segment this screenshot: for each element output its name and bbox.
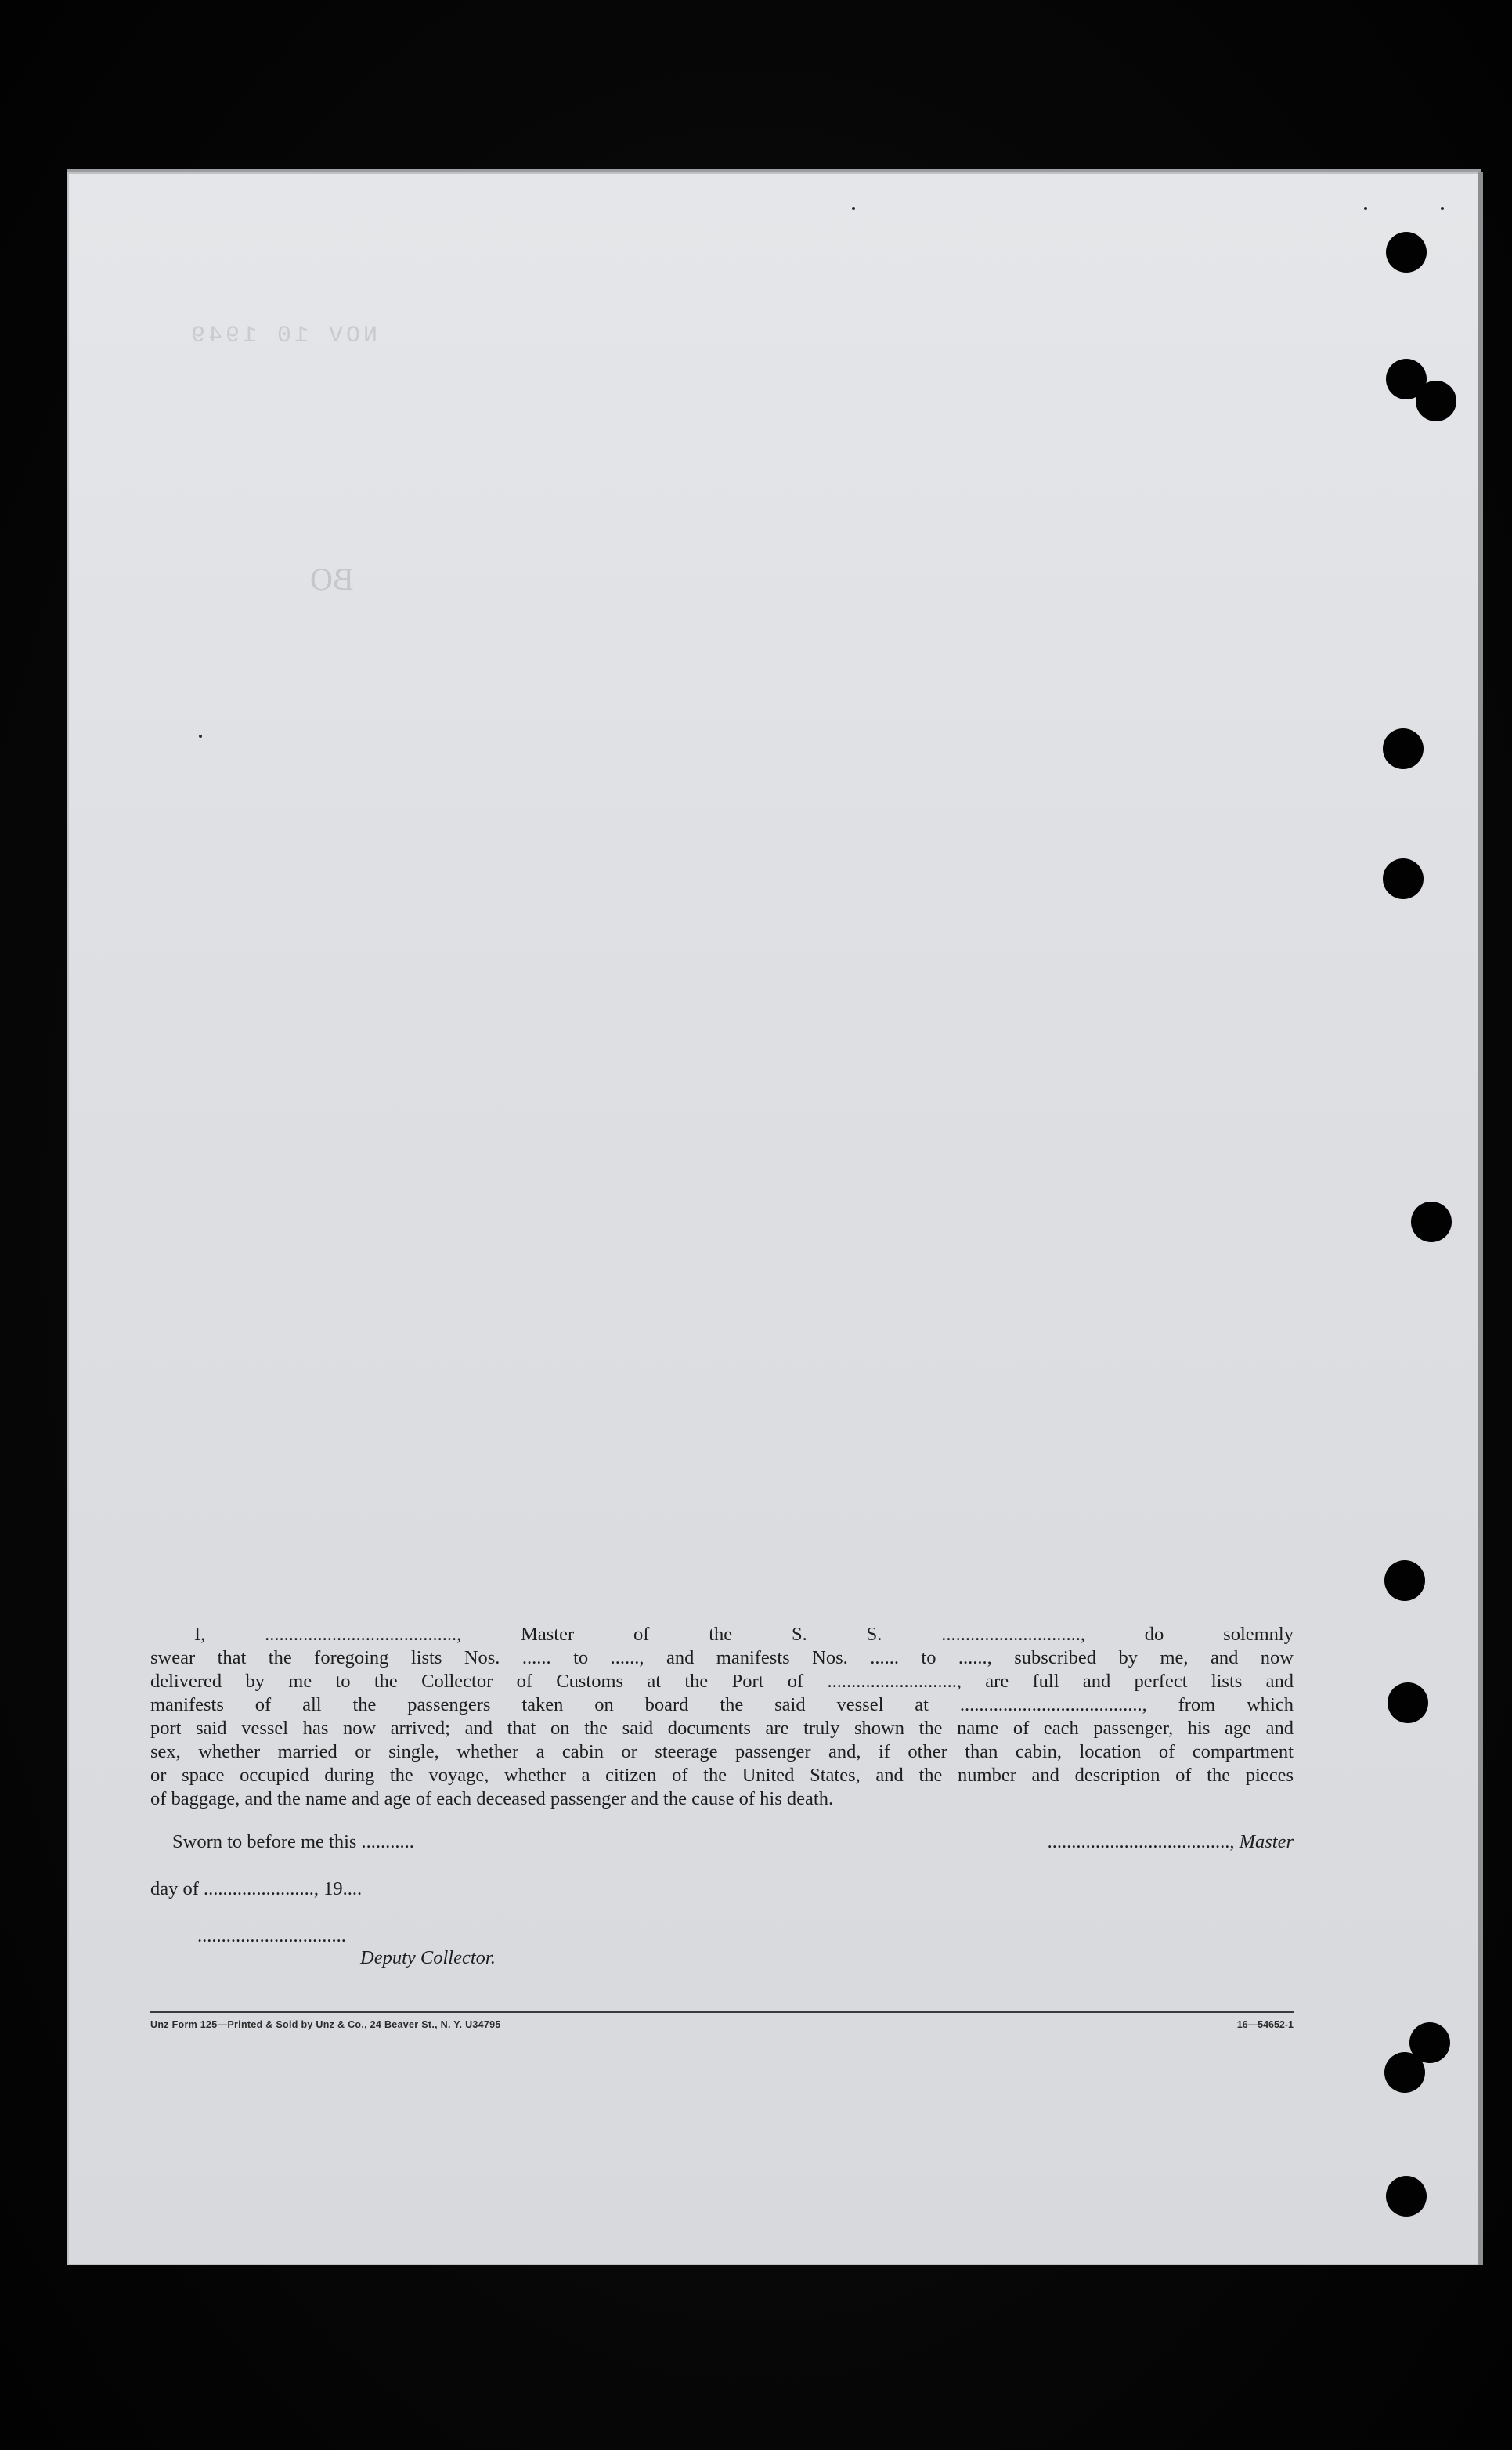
oath-line: of baggage, and the name and age of each deceased passenger and the cause of his death. xyxy=(150,1788,834,1809)
manifest-sheet xyxy=(67,172,1481,2265)
punch-hole xyxy=(1384,1560,1425,1601)
oath-line: or space occupied during the voyage, whether a citizen of the United States, and the number and description of the pieces xyxy=(150,1765,1294,1786)
punch-hole xyxy=(1386,2176,1427,2217)
master-label: Master xyxy=(1239,1831,1294,1852)
punch-hole xyxy=(1384,2052,1425,2093)
oath-line: manifests of all the passengers taken on board the said vessel at ......................................, from which xyxy=(150,1694,1294,1715)
punch-hole xyxy=(1388,1682,1428,1723)
sworn-row xyxy=(150,1831,1294,1856)
master-signature-line xyxy=(1048,1831,1294,1853)
punch-hole xyxy=(1386,232,1427,273)
deputy-collector-label: Deputy Collector. xyxy=(360,1947,496,1968)
master-dots: ......................................, xyxy=(1047,1831,1235,1852)
punch-hole xyxy=(1383,858,1424,899)
oath-line: I, ........................................, Master of the S. S. ............................., do solemnly xyxy=(194,1624,1294,1645)
footer-rule xyxy=(150,2011,1294,2013)
punch-hole xyxy=(1411,1202,1452,1242)
speck xyxy=(1441,207,1444,210)
day-line: day of ......................., 19.... xyxy=(150,1878,363,1899)
master-oath xyxy=(150,1623,1294,1811)
speck xyxy=(199,735,202,738)
speck xyxy=(1364,207,1367,210)
form-number: 16—54652-1 xyxy=(1236,2019,1294,2030)
oath-line: delivered by me to the Collector of Customs at the Port of ..........................., are full and perfect lists and xyxy=(150,1671,1294,1692)
bleed-through-stamp: NOV 10 1949 xyxy=(188,323,378,349)
punch-hole xyxy=(1416,381,1456,421)
oath-line: sex, whether married or single, whether a cabin or steerage passenger and, if other than cabin, location of compartment xyxy=(150,1741,1294,1762)
punch-hole xyxy=(1383,728,1424,769)
oath-line: port said vessel has now arrived; and that on the said documents are truly shown the name of each passenger, his age and xyxy=(150,1718,1294,1739)
speck xyxy=(852,207,855,210)
deputy-signature-line: ............................... xyxy=(197,1925,346,1946)
bleed-through-mark: BO xyxy=(310,562,354,597)
sheet-right-edge xyxy=(1478,172,1483,2265)
sworn-text: Sworn to before me this ........... xyxy=(172,1831,414,1852)
oath-line: swear that the foregoing lists Nos. ...... to ......, and manifests Nos. ...... to ......, subscribed by me, and now xyxy=(150,1647,1294,1668)
printer-imprint: Unz Form 125—Printed & Sold by Unz & Co., 24 Beaver St., N. Y. U34795 xyxy=(150,2019,501,2030)
